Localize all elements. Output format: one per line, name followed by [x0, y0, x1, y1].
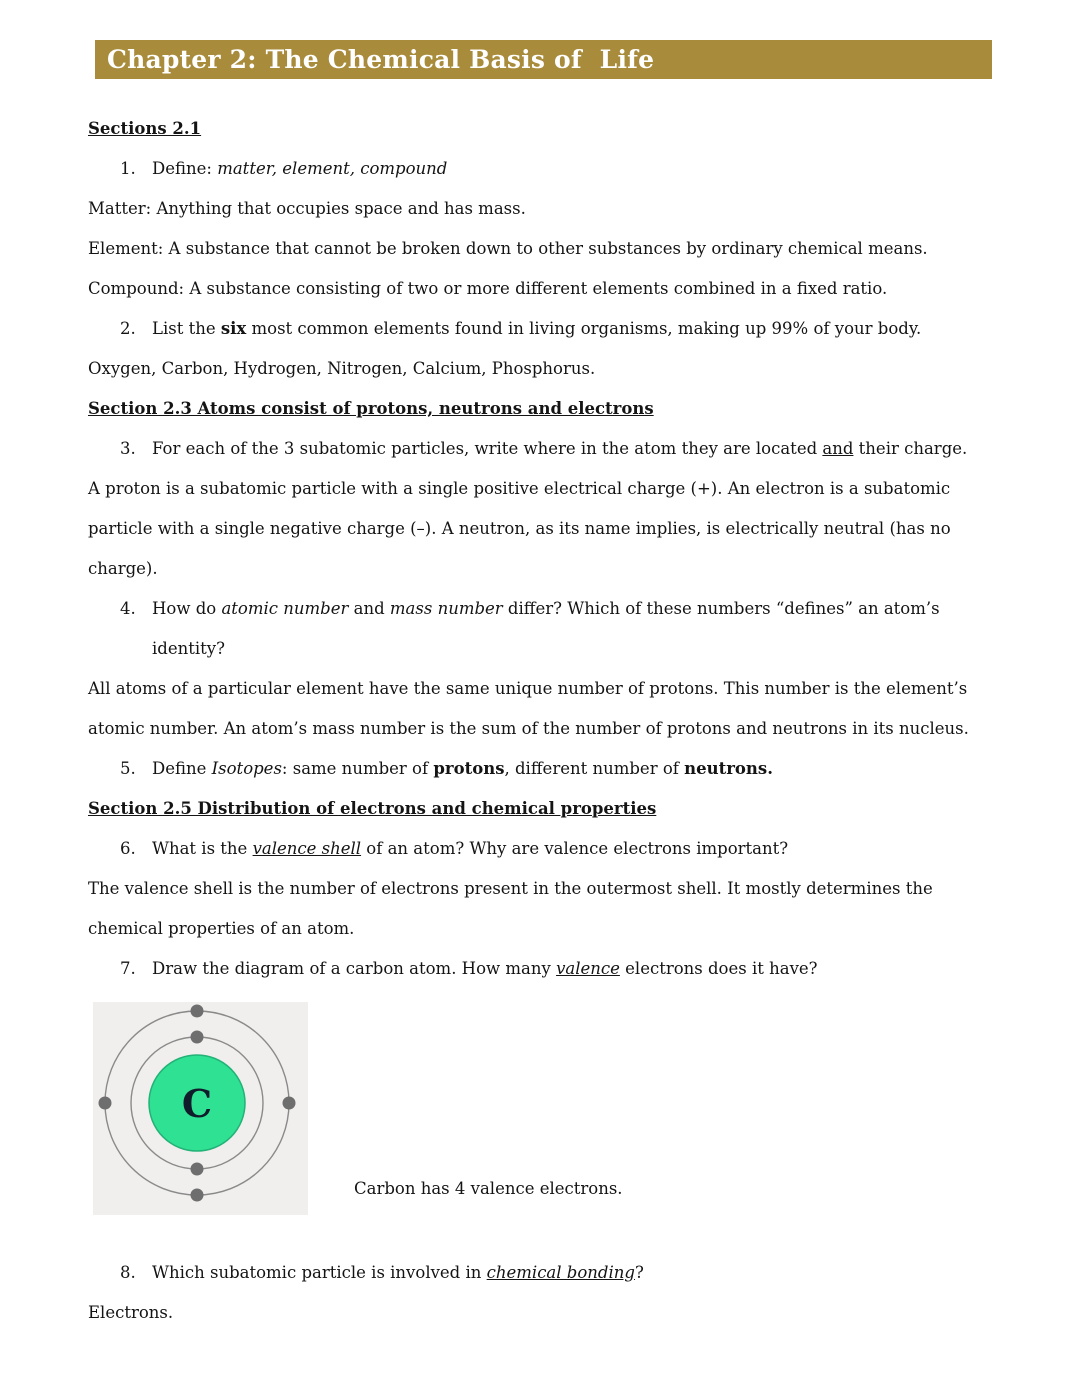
question-2	[88, 309, 1010, 349]
text-segment: Define	[152, 759, 212, 778]
electron-outer-right	[283, 1097, 296, 1110]
question-2-text	[152, 309, 1010, 349]
text-segment-italic: matter, element, compound	[217, 159, 448, 178]
question-4	[88, 589, 1010, 669]
section-2-3-heading: Section 2.3 Atoms consist of protons, neutrons and electrons	[88, 399, 654, 418]
electron-outer-top	[191, 1005, 204, 1018]
section-2-5-heading: Section 2.5 Distribution of electrons and chemical properties	[88, 799, 657, 818]
text-segment: Draw the diagram of a carbon atom. How many	[152, 959, 557, 978]
text-segment-italic: Isotopes	[211, 759, 282, 778]
electron-outer-left	[99, 1097, 112, 1110]
answer-subatomic-particles: A proton is a subatomic particle with a single positive electrical charge (+). An electron is a subatomic particle with a single negative charge (–). A neutron, as its name implies, is electrically neutral (has no charge).	[88, 479, 951, 578]
element-symbol: C	[181, 1081, 213, 1126]
carbon-atom-figure	[93, 1002, 1010, 1215]
text-segment-bold: six	[220, 319, 247, 338]
question-6	[88, 829, 1010, 869]
text-segment-underline: and	[822, 439, 854, 458]
electron-inner-bottom	[191, 1163, 204, 1176]
text-segment-bold: protons	[433, 759, 505, 778]
question-6-number: 6.	[120, 839, 136, 858]
text-segment: For each of the 3 subatomic particles, write where in the atom they are located	[152, 439, 823, 458]
text-segment: ?	[634, 1263, 644, 1282]
text-segment: electrons does it have?	[619, 959, 818, 978]
answer-valence-shell: The valence shell is the number of electrons present in the outermost shell. It mostly determines the chemical properties of an atom.	[88, 879, 933, 938]
electron-inner-top	[191, 1031, 204, 1044]
section-2-1-heading: Sections 2.1	[88, 119, 202, 138]
text-segment: their charge.	[853, 439, 968, 458]
question-1	[88, 149, 1010, 189]
text-segment: Define:	[152, 159, 218, 178]
question-7	[88, 949, 1010, 989]
answer-six-elements: Oxygen, Carbon, Hydrogen, Nitrogen, Calcium, Phosphorus.	[88, 359, 596, 378]
question-1-number: 1.	[120, 159, 136, 178]
text-segment: What is the	[152, 839, 253, 858]
question-4-text	[152, 589, 1010, 669]
question-7-text	[152, 949, 1010, 989]
text-segment-bold: neutrons.	[684, 759, 773, 778]
question-6-text	[152, 829, 1010, 869]
question-4-number: 4.	[120, 599, 136, 618]
document-body	[0, 79, 1080, 1333]
question-5	[88, 749, 1010, 789]
question-5-text	[152, 749, 1010, 789]
question-3-text	[152, 429, 1010, 469]
answer-atomic-mass-number: All atoms of a particular element have the same unique number of protons. This number is the element’s atomic number. An atom’s mass number is the sum of the number of protons and neutrons in its nucleus.	[88, 679, 969, 738]
diagram-caption: Carbon has 4 valence electrons.	[354, 1179, 623, 1198]
answer-compound: Compound: A substance consisting of two or more different elements combined in a fixed ratio.	[88, 279, 888, 298]
text-segment: : same number of	[281, 759, 434, 778]
electron-outer-bottom	[191, 1189, 204, 1202]
text-segment-italic: mass number	[389, 599, 503, 618]
answer-element: Element: A substance that cannot be broken down to other substances by ordinary chemical means.	[88, 239, 928, 258]
question-7-number: 7.	[120, 959, 136, 978]
question-8	[88, 1253, 1010, 1293]
text-segment: List the	[152, 319, 221, 338]
text-segment-italic-underline: valence	[556, 959, 620, 978]
question-8-text	[152, 1253, 1010, 1293]
chapter-title-bar: Chapter 2: The Chemical Basis of Life	[95, 40, 992, 79]
text-segment: differ? Which of these numbers “defines” an atom’s identity?	[152, 599, 940, 658]
question-2-number: 2.	[120, 319, 136, 338]
carbon-atom-diagram	[93, 1002, 308, 1215]
text-segment-italic-underline: chemical bonding	[486, 1263, 635, 1282]
answer-electrons: Electrons.	[88, 1303, 174, 1322]
text-segment: How do	[152, 599, 222, 618]
question-3	[88, 429, 1010, 469]
text-segment-italic: atomic number	[221, 599, 349, 618]
text-segment: of an atom? Why are valence electrons important?	[361, 839, 789, 858]
text-segment: and	[348, 599, 390, 618]
text-segment: most common elements found in living organisms, making up 99% of your body.	[246, 319, 922, 338]
answer-matter: Matter: Anything that occupies space and has mass.	[88, 199, 526, 218]
question-1-text	[152, 149, 1010, 189]
question-8-number: 8.	[120, 1263, 136, 1282]
text-segment-italic-underline: valence shell	[252, 839, 362, 858]
text-segment: , different number of	[504, 759, 685, 778]
question-5-number: 5.	[120, 759, 136, 778]
question-3-number: 3.	[120, 439, 136, 458]
text-segment: Which subatomic particle is involved in	[152, 1263, 487, 1282]
